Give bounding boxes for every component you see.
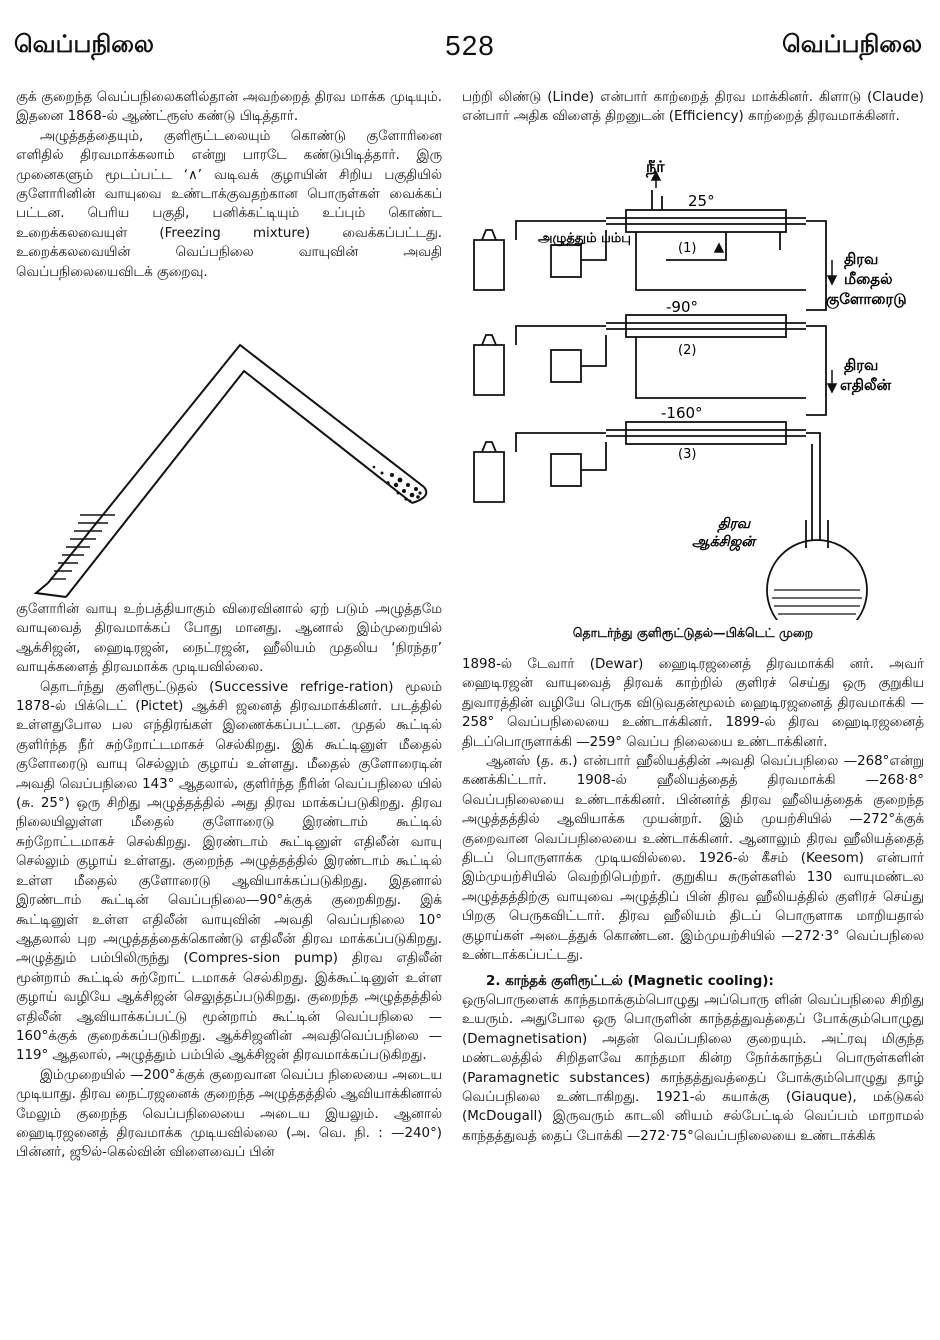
paragraph: குக் குறைந்த வெப்பநிலைகளில்தான் அவற்றைத் திரவ மாக்க முடியும். இதனை 1868-ல் ஆண்ட்ரூஸ் கண்டு பிடித்தார். [16,90,442,125]
section-heading: 2. காந்தக் குளிரூட்டல் (Magnetic cooling): [486,973,774,989]
paragraph: அழுத்தத்தையும், குளிரூட்டலையும் கொண்டு குளோரினை எளிதில் திரவமாக்கலாம் என்று பாரடே கண்டுபிடித்தார். இரு முனைகளும் மூடப்பட்ட ‘∧’ வடிவக் குழாயின் சிறிய பகுதியில் குளோரினின் வாயுவை உண்டாக்குவதற்கான பொருள்கள் வைக்கப் பட்டன. பெரிய பகுதி, பனிக்கட்டியும் உப்பும் கொண்ட உறைக்கலவையுள் (Freezing mixture) வைக்கப்பட்டது. உறைக்கலவையின் வெப்பநிலை வாயுவின் அவதி வெப்பநிலையைவிடக் குறைவு. [16,128,442,280]
paragraph: தொடர்ந்து குளிரூட்டுதல் (Successive refrige-ration) மூலம் 1878-ல் பிக்டெட் (Pictet) ஆக்சி ஜனைத் திரவமாக்கினர். படத்தில் உள்ளதுபோல பல எந்திரங்கள் இணைக்கப்பட்டன. முதல் கூட்டில் குளிர்ந்த நீர் சுற்றோட்டமாகச் செல்கிறது. இக் கூட்டினுள் மீதைல் குளோரைடு வாயு செல்லும் குழாய் உள்ளது. மீதைல் குளோரைடின் அவதி வெப்பநிலை 143° ஆதலால், குளிர்ந்த நீரின் வெப்பநிலை யில் (சு. 25°) ஒரு சிறிது அழுத்தத்தில் அது திரவ மாக்கப்படுகிறது. திரவ நிலையிலுள்ள மீதைல் குளோரைடு இரண்டாம் கூட்டில் சுற்றோட்டமாகச் செல்கிறது. இரண்டாம் கூட்டினுள் எதிலீன் வாயு செல்லும் குழாய் உள்ளது. குறைந்த அழுத்தத்தில் இரண்டாம் கூட்டில் உள்ள மீதைல் குளோரைடு ஆவியாக்கப்படுகிறது. இதனால் இரண்டாம் கூட்டின் வெப்பநிலை—90°க்குக் குறைகிறது. இக் கூட்டினுள் உள்ள எதிலீன் வாயுவின் அவதி வெப்பநிலை 10° ஆதலால் புற அழுத்தத்தைக்கொண்டு எதிலீன் திரவ மாக்கப்படுகிறது. அழுத்தும் பம்பிலிருந்து (Compres-sion pump) திரவ எதிலீன் மூன்றாம் கூட்டில் சுற்றோட் டமாகச் செல்கிறது. இக்கூட்டினுள் உள்ள குழாய் வழியே ஆக்சிஜன் செலுத்தப்படுகிறது. குறைந்த அழுத்தத்தில் எதிலீன் ஆவியாக்கப்பட்டு மூன்றாம் கூட்டின் வெப்பநிலை —160°க்குக் குறைக்கப்படுகிறது. ஆக்சிஜனின் அவதிவெப்பநிலை —119° ஆதலால், அழுத்தும் பம்பில் ஆக்சிஜன் திரவமாக்கப்படுகிறது. [16,679,442,1064]
label-water: நீர் [646,160,665,176]
figure-caption: தொடர்ந்து குளிரூட்டுதல்—பிக்டெட் முறை [572,625,814,640]
label-stage-2: (2) [678,343,697,358]
paragraph: பற்றி லிண்டு (Linde) என்பார் காற்றைத் திரவ மாக்கினர். கிளாடு (Claude) என்பார் அதிக விளைத் திறனுடன் (Efficiency) காற்றைத் திரவமாக்கினர். [462,90,924,125]
label-pump: அழுத்தும் பம்பு [538,231,631,246]
left-column-top [16,88,442,282]
pictet-apparatus-figure [456,160,930,620]
label-liquid-3b: ஆக்சிஜன் [692,534,755,550]
label-liquid-1c: குளோரைடு [826,290,907,308]
left-column-bottom [16,600,442,1163]
paragraph: இம்முறையில் —200°க்குக் குறைவான வெப்ப நிலையை அடைய முடியாது. திரவ நைட்ரஜனைக் குறைந்த அழுத்தத்தில் ஆவியாக்கினால் மேலும் குறைந்த வெப்பநிலையை அடைய இயலும். ஆனால் ஹைடிரஜனைத் திரவமாக்க முடியவில்லை (அ. வெ. நி. : —240°) பின்னர், ஜூல்-கெல்வின் விளைவைப் பின் [16,1067,442,1161]
label-stage-1: (1) [678,241,697,256]
faraday-tube-figure [20,325,440,600]
label-liquid-2a: திரவ [844,356,879,374]
paragraph: 1898-ல் டேவார் (Dewar) ஹைடிரஜனைத் திரவமாக்கி னர். அவர் ஹைடிரஜன் வாயுவைத் திரவக் காற்றில் குளிரச் செய்து ஒரு குறுகிய துவாரத்தின் வழியே பெருக விடுவதன்மூலம் ஹைடிரஜனைத் திரவமாக்கி —258° வெப்பநிலையை உண்டாக்கினர். 1899-ல் திரவ ஹைடிரஜனைத் திடப்பொருளாக்கி —259° வெப்ப நிலையை உண்டாக்கினர். [462,657,924,750]
header-left-title: வெப்பநிலை [14,30,154,58]
label-liquid-2b: எதிலீன் [840,376,892,394]
label-liquid-1a: திரவ [844,250,879,268]
label-liquid-1b: மீதைல் [844,270,893,288]
label-temp-3: -160° [661,404,703,422]
right-column-top [462,88,924,127]
paragraph: ஒருபொருளைக் காந்தமாக்கும்பொழுது அப்பொரு ளின் வெப்பநிலை சிறிது உயரும். அதுபோல ஒரு பொருளின் காந்தத்துவத்தைப் போக்கும்பொழுது (Demagnetisation) அதன் வெப்பநிலை குறையும். அட்ரவு மிகுந்த மண்டலத்தில் சிறிதளவே காந்தமா கின்ற நேர்க்காந்தப் பொருள்களின் (Paramagnetic substances) காந்தத்துவத்தைப் போக்கும்பொழுது தாழ் வெப்பநிலை உண்டாகிறது. 1921-ல் கயாக்கு (Giauque), மக்டுகல் (McDougall) இருவரும் காடலி னியம் சல்பேட்டில் வெப்பம் மாறாமல் காந்தத்துவத் தைப் போக்கி —272·75°வெப்பநிலையை உண்டாக்கிக் [462,992,924,1144]
pictet-apparatus-drawing [456,160,930,620]
label-temp-2: -90° [666,298,698,316]
paragraph: ஆனஸ் (த. க.) என்பார் ஹீலியத்தின் அவதி வெப்பநிலை —268°என்று கணக்கிட்டார். 1908-ல் ஹீலியத்தைத் திரவமாக்கி —268·8° வெப்பநிலையை உண்டாக்கினர். பின்னர்த் திரவ ஹீலியத்தைக் குறைந்த அழுத்தத்தில் ஆவியாக்க முயன்றர். இம் முயற்சியில் —272°க்குக் குறைவான வெப்பநிலையை உண்டாக்கினர். ஆனாலும் திரவ ஹீலியத்தைத் திடப் பொருளாக்க முடியவில்லை. 1926-ல் கீசம் (Keesom) என்பார் இம்முயற்சியில் வெற்றிபெற்றர். குறுகிய சுருள்களில் 130 வாயுமண்டல அழுத்தத்திற்கு வாயுவை அழுத்திப் பின் திரவ ஹீலியத்தில் குளிரச் செய்து பிறகு பெருகவிட்டார். திரவ ஹீலியம் திடப் பொருளாக மாறியதால் குழாய்கள் அடைத்துக் கொண்டன. இம்முயற்சியில் —272·3° வெப்பநிலை உண்டாக்கப்பட்டது. [462,754,924,964]
faraday-tube-drawing [20,325,440,600]
label-stage-3: (3) [678,447,697,462]
page-number: 528 [445,30,495,61]
label-temp-1: 25° [688,192,715,210]
paragraph: குளோரின் வாயு உற்பத்தியாகும் விரைவினால் ஏற் படும் அழுத்தமே வாயுவைத் திரவமாக்கப் போது மானது. ஆனால் இம்முறையில் ஆக்சிஜன், ஹைடிரஜன், நைட்ரஜன், ஹீலியம் முதலிய ‘நிரந்தர’ வாயுக்களைத் திரவமாக்க முடியவில்லை. [16,602,442,676]
right-column-bottom [462,655,924,1146]
label-liquid-3a: திரவ [718,516,751,532]
header-right-title: வெப்பநிலை [782,30,922,58]
